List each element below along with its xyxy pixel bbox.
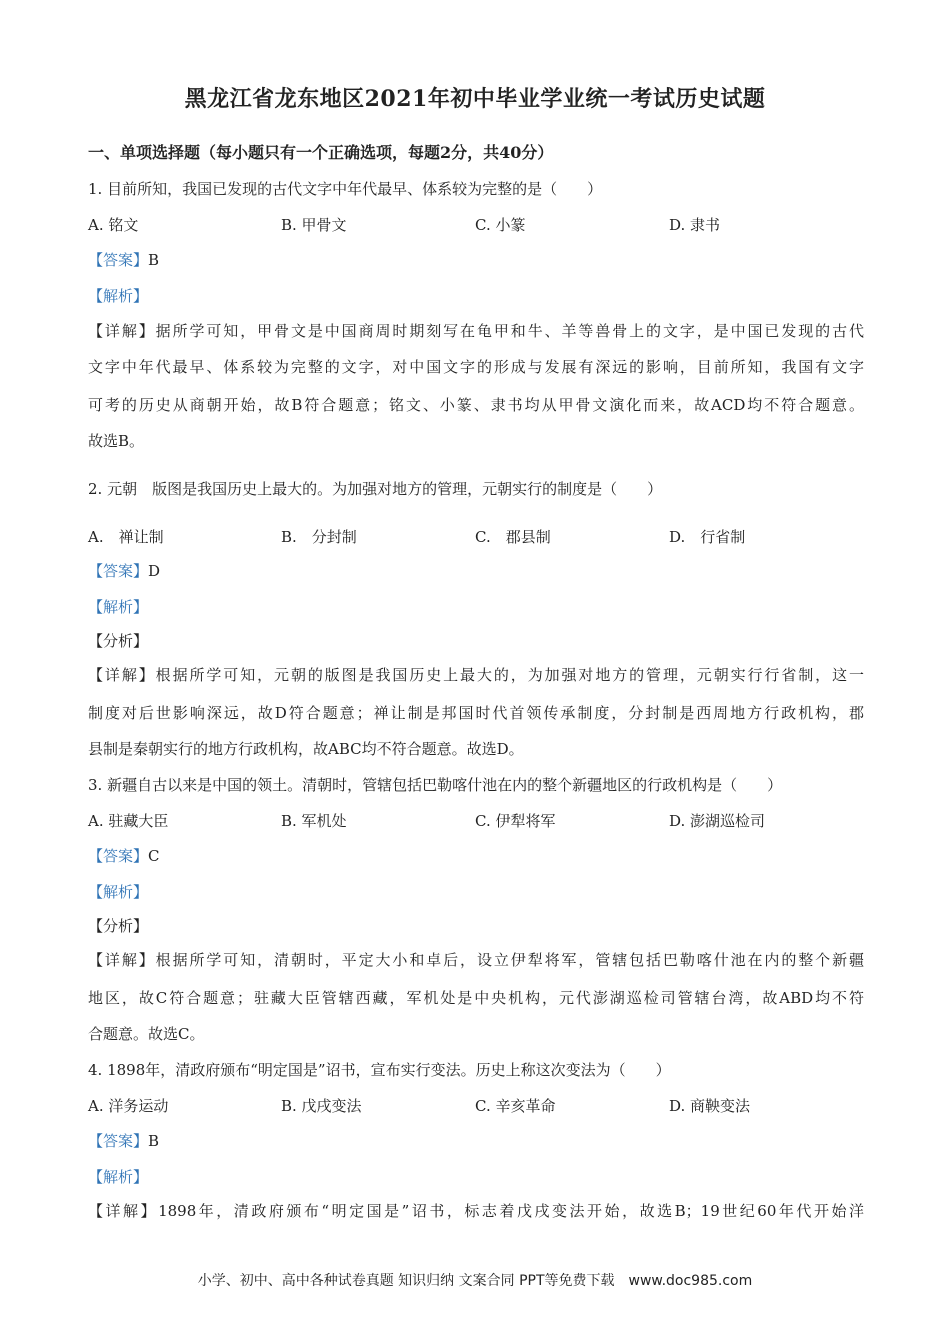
q1-option-a: A. 铭文 — [88, 216, 139, 234]
q4-option-b: B. 戊戌变法 — [281, 1097, 362, 1115]
question-3-stem: 3. 新疆自古以来是中国的领土。清朝时，管辖包括巴勒喀什池在内的整个新疆地区的行政机构是（ ） — [88, 776, 783, 794]
q2-detail-line-1 — [88, 664, 864, 685]
q4-answer — [88, 1130, 864, 1151]
q1-option-c: C. 小篆 — [475, 216, 526, 234]
q3-detail-line-1 — [88, 949, 864, 970]
q1-answer — [88, 249, 864, 270]
q3-fenxi-label — [88, 915, 864, 936]
page-footer: 小学、初中、高中各种试卷真题 知识归纳 文案合同 PPT等免费下载 www.doc985.com — [197, 1273, 753, 1289]
q2-detail-line-2: 制度对后世影响深远，故D符合题意；禅让制是邦国时代首领传承制度，分封制是西周地方行政机构，郡 — [88, 704, 864, 722]
q2-fenxi-label — [88, 630, 864, 651]
q1-answer-value: B — [148, 251, 160, 269]
q3-option-a: A. 驻藏大臣 — [88, 812, 169, 830]
q2-option-c: C. 郡县制 — [475, 528, 551, 546]
detail-tag: 【详解】 — [88, 951, 156, 969]
section-title: 一、单项选择题（每小题只有一个正确选项，每题2分，共40分） — [88, 143, 554, 162]
question-4-stem: 4. 1898年，清政府颁布“明定国是”诏书，宣布实行变法。历史上称这次变法为（ ） — [88, 1061, 671, 1079]
q1-detail-line-3: 可考的历史从商朝开始，故B符合题意；铭文、小篆、隶书均从甲骨文演化而来，故ACD均不符合题意。 — [88, 396, 864, 414]
q3-detail-line-2: 地区，故C符合题意；驻藏大臣管辖西藏，军机处是中央机构，元代澎湖巡检司管辖台湾，故ABD均不符 — [88, 989, 864, 1007]
q1-analysis-label — [88, 285, 864, 306]
q2-detail-line-3: 县制是秦朝实行的地方行政机构，故ABC均不符合题意。故选D。 — [88, 740, 524, 758]
q3-answer-value: C — [148, 847, 160, 865]
answer-tag: 【答案】 — [88, 847, 149, 865]
q3-analysis-label — [88, 881, 864, 902]
analysis-tag: 【解析】 — [88, 598, 149, 616]
q2-detail-text-1: 根据所学可知，元朝的版图是我国历史上最大的，为加强对地方的管理，元朝实行行省制，这一 — [155, 666, 864, 684]
q1-detail-text-1: 据所学可知，甲骨文是中国商周时期刻写在龟甲和牛、羊等兽骨上的文字，是中国已发现的古代 — [155, 322, 864, 340]
q1-detail-line-4: 故选B。 — [88, 432, 145, 450]
q4-option-a: A. 洋务运动 — [88, 1097, 169, 1115]
detail-tag: 【详解】 — [88, 1202, 159, 1220]
q4-detail-text-1: 1898年，清政府颁布“明定国是”诏书，标志着戊戌变法开始，故选B；19世纪60年代开始洋 — [158, 1202, 864, 1220]
q4-answer-value: B — [148, 1132, 160, 1150]
fenxi-tag: 【分析】 — [88, 632, 149, 650]
q3-answer — [88, 845, 864, 866]
detail-tag: 【详解】 — [88, 322, 156, 340]
q2-option-b: B. 分封制 — [281, 528, 357, 546]
q3-option-d: D. 澎湖巡检司 — [669, 812, 766, 830]
q2-option-a: A. 禅让制 — [88, 528, 164, 546]
analysis-tag: 【解析】 — [88, 287, 149, 305]
q1-option-d: D. 隶书 — [669, 216, 721, 234]
q3-option-c: C. 伊犁将军 — [475, 812, 556, 830]
q4-option-c: C. 辛亥革命 — [475, 1097, 556, 1115]
q2-answer-value: D — [148, 562, 161, 580]
q4-option-d: D. 商鞅变法 — [669, 1097, 751, 1115]
answer-tag: 【答案】 — [88, 251, 149, 269]
q2-analysis-label — [88, 596, 864, 617]
q3-detail-line-3: 合题意。故选C。 — [88, 1025, 205, 1043]
analysis-tag: 【解析】 — [88, 883, 149, 901]
page-title: 黑龙江省龙东地区2021年初中毕业学业统一考试历史试题 — [184, 86, 766, 112]
detail-tag: 【详解】 — [88, 666, 156, 684]
answer-tag: 【答案】 — [88, 562, 149, 580]
q3-option-b: B. 军机处 — [281, 812, 347, 830]
analysis-tag: 【解析】 — [88, 1168, 149, 1186]
question-2-stem: 2. 元朝 版图是我国历史上最大的。为加强对地方的管理，元朝实行的制度是（ ） — [88, 480, 663, 498]
fenxi-tag: 【分析】 — [88, 917, 149, 935]
q4-analysis-label — [88, 1166, 864, 1187]
answer-tag: 【答案】 — [88, 1132, 149, 1150]
q1-detail-line-1 — [88, 320, 864, 341]
q1-detail-line-2: 文字中年代最早、体系较为完整的文字，对中国文字的形成与发展有深远的影响，目前所知，我国有文字 — [88, 358, 864, 376]
q3-detail-text-1: 根据所学可知，清朝时，平定大小和卓后，设立伊犁将军，管辖包括巴勒喀什池在内的整个新疆 — [155, 951, 864, 969]
q2-answer — [88, 560, 864, 581]
q1-option-b: B. 甲骨文 — [281, 216, 347, 234]
q2-option-d: D. 行省制 — [669, 528, 746, 546]
q4-detail-line-1 — [88, 1200, 864, 1221]
question-1-stem: 1. 目前所知，我国已发现的古代文字中年代最早、体系较为完整的是（ ） — [88, 180, 603, 198]
